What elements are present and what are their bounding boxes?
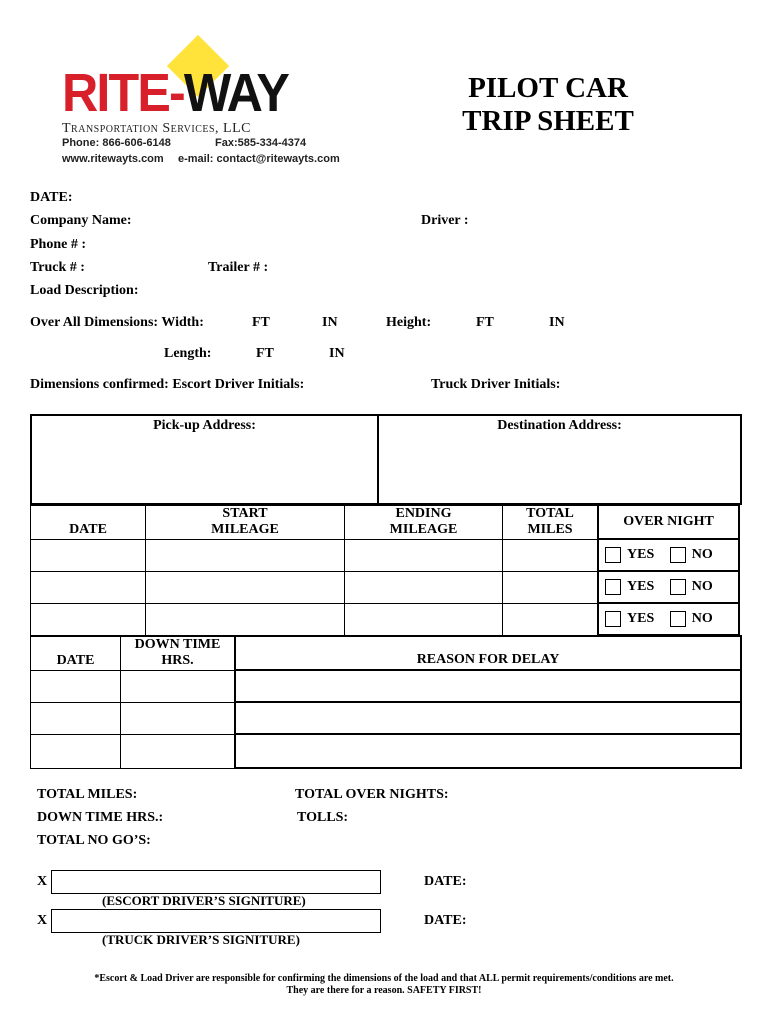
driver-label: Driver : <box>421 213 469 228</box>
ending-header-line2: MILEAGE <box>389 522 458 537</box>
destination-address-cell[interactable] <box>378 415 741 504</box>
no-checkbox[interactable] <box>670 547 686 563</box>
mileage-table <box>30 504 740 636</box>
truck-date-label: DATE: <box>424 913 467 928</box>
escort-sign-x: X <box>37 874 48 889</box>
delay-table <box>30 635 742 769</box>
title-line-2: TRIP SHEET <box>462 105 634 137</box>
mileage-header-total <box>503 505 599 539</box>
ending-mileage-cell[interactable] <box>345 539 503 571</box>
mileage-header-start <box>146 505 345 539</box>
start-header-line1: START <box>222 506 268 521</box>
overnight-cell <box>598 571 739 603</box>
trailer-label: Trailer # : <box>208 260 269 275</box>
yes-label: YES <box>627 546 655 562</box>
pickup-address-cell[interactable] <box>31 415 378 504</box>
logo-word-black: WAY <box>183 63 289 123</box>
yes-label: YES <box>627 610 655 626</box>
phone-label: Phone # : <box>30 237 86 252</box>
width-in-label: IN <box>322 315 338 330</box>
yes-checkbox[interactable] <box>605 611 621 627</box>
table-row <box>31 702 742 734</box>
delay-header-reason: REASON FOR DELAY <box>235 636 741 670</box>
table-row <box>31 670 742 702</box>
mileage-header-overnight: OVER NIGHT <box>598 505 739 539</box>
delay-header-downtime <box>121 636 236 670</box>
company-name-label: Company Name: <box>30 213 132 228</box>
mileage-date-cell[interactable] <box>31 571 146 603</box>
mileage-header-date: DATE <box>31 505 146 539</box>
start-mileage-cell[interactable] <box>146 603 345 635</box>
total-miles-cell[interactable] <box>503 603 599 635</box>
start-mileage-cell[interactable] <box>146 539 345 571</box>
delay-date-cell[interactable] <box>31 702 121 734</box>
mileage-date-cell[interactable] <box>31 603 146 635</box>
length-label: Length: <box>164 346 212 361</box>
logo-word-red: RITE- <box>62 63 184 123</box>
truck-label: Truck # : <box>30 260 85 275</box>
length-in-label: IN <box>329 346 345 361</box>
downtime-hrs-cell[interactable] <box>121 702 236 734</box>
logo-fax: Fax:585-334-4374 <box>215 137 307 149</box>
no-label: NO <box>691 610 713 626</box>
escort-date-label: DATE: <box>424 874 467 889</box>
footnote-line-2: They are there for a reason. SAFETY FIRST! <box>286 985 482 996</box>
dimensions-confirmed-label: Dimensions confirmed: Escort Driver Initials: <box>30 377 305 392</box>
truck-signature-caption: (TRUCK DRIVER’S SIGNITURE) <box>102 932 300 947</box>
total-header-line2: MILES <box>527 522 573 537</box>
no-checkbox[interactable] <box>670 579 686 595</box>
total-miles-label: TOTAL MILES: <box>37 787 138 802</box>
dimensions-width-label: Over All Dimensions: Width: <box>30 315 204 330</box>
downtime-hrs-cell[interactable] <box>121 670 236 702</box>
width-ft-label: FT <box>252 315 270 330</box>
table-row <box>31 539 740 571</box>
height-ft-label: FT <box>476 315 494 330</box>
yes-checkbox[interactable] <box>605 547 621 563</box>
total-header-line1: TOTAL <box>526 506 574 521</box>
logo-wordmark <box>62 63 289 123</box>
truck-signature-box[interactable] <box>51 909 381 933</box>
ending-mileage-cell[interactable] <box>345 571 503 603</box>
delay-date-cell[interactable] <box>31 734 121 768</box>
yes-label: YES <box>627 578 655 594</box>
escort-signature-box[interactable] <box>51 870 381 894</box>
logo-website: www.ritewayts.com <box>62 153 164 165</box>
yes-checkbox[interactable] <box>605 579 621 595</box>
load-description-label: Load Description: <box>30 283 139 298</box>
delay-date-cell[interactable] <box>31 670 121 702</box>
start-mileage-cell[interactable] <box>146 571 345 603</box>
ending-mileage-cell[interactable] <box>345 603 503 635</box>
no-label: NO <box>691 546 713 562</box>
total-miles-cell[interactable] <box>503 571 599 603</box>
downtime-header-line1: DOWN TIME <box>134 637 221 652</box>
total-no-gos-label: TOTAL NO GO’S: <box>37 833 151 848</box>
down-time-hrs-label: DOWN TIME HRS.: <box>37 810 164 825</box>
page-title <box>448 72 648 138</box>
table-row <box>31 603 740 635</box>
reason-cell[interactable] <box>235 702 741 734</box>
reason-cell[interactable] <box>235 670 741 702</box>
overnight-cell <box>598 603 739 635</box>
address-table <box>30 414 742 505</box>
company-logo <box>58 36 343 171</box>
reason-cell[interactable] <box>235 734 741 768</box>
downtime-hrs-cell[interactable] <box>121 734 236 768</box>
start-header-line2: MILEAGE <box>211 522 279 537</box>
height-label: Height: <box>386 315 432 330</box>
destination-address-label: Destination Address: <box>497 418 622 433</box>
date-label: DATE: <box>30 190 73 205</box>
length-ft-label: FT <box>256 346 274 361</box>
pickup-address-label: Pick-up Address: <box>153 418 256 433</box>
mileage-date-cell[interactable] <box>31 539 146 571</box>
tolls-label: TOLLS: <box>297 810 349 825</box>
table-row <box>31 571 740 603</box>
escort-signature-caption: (ESCORT DRIVER’S SIGNITURE) <box>102 893 306 908</box>
logo-email: e-mail: contact@ritewayts.com <box>178 153 340 165</box>
logo-phone: Phone: 866-606-6148 <box>62 137 171 149</box>
overnight-cell <box>598 539 739 571</box>
no-checkbox[interactable] <box>670 611 686 627</box>
footnote-line-1: *Escort & Load Driver are responsible for confirming the dimensions of the load and that ALL permit requirements/conditions are met. <box>94 973 674 984</box>
ending-header-line1: ENDING <box>395 506 452 521</box>
downtime-header-line2: HRS. <box>161 653 194 668</box>
delay-header-date: DATE <box>31 636 121 670</box>
title-line-1: PILOT CAR <box>468 72 628 104</box>
total-miles-cell[interactable] <box>503 539 599 571</box>
truck-sign-x: X <box>37 913 48 928</box>
total-over-nights-label: TOTAL OVER NIGHTS: <box>295 787 449 802</box>
mileage-header-ending <box>345 505 503 539</box>
no-label: NO <box>691 578 713 594</box>
truck-driver-initials-label: Truck Driver Initials: <box>431 377 561 392</box>
height-in-label: IN <box>549 315 565 330</box>
table-row <box>31 734 742 768</box>
logo-subtitle: Transportation Services, LLC <box>62 121 251 136</box>
